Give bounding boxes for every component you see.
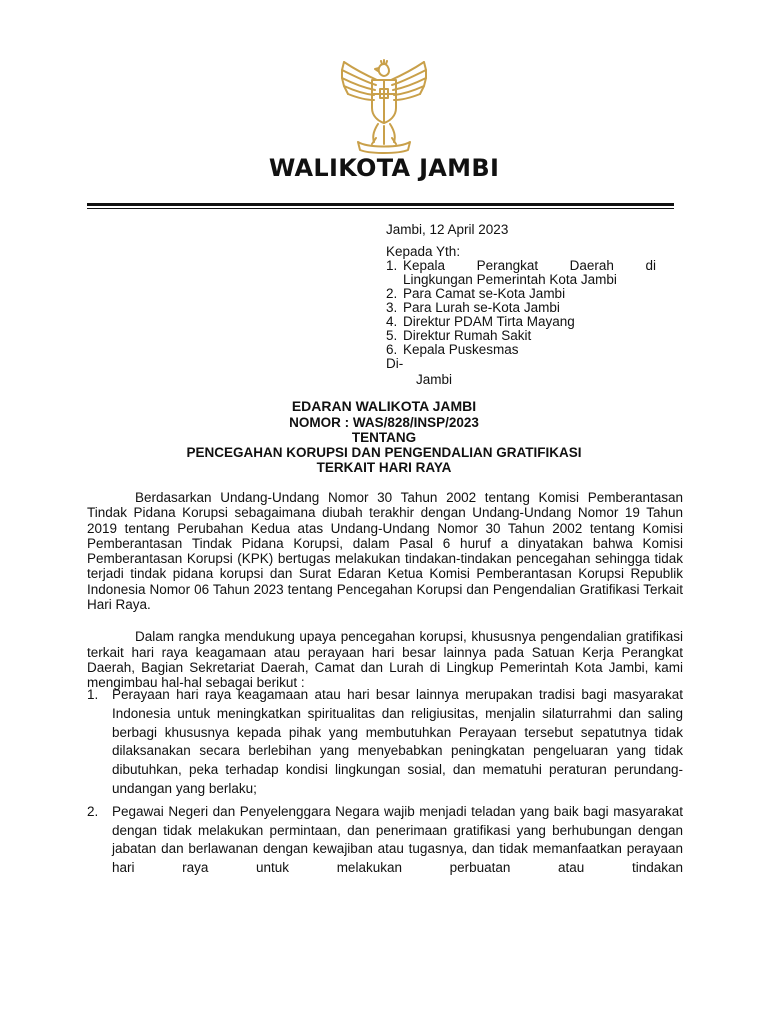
address-city: Jambi: [416, 372, 453, 387]
list-item-number: 1.: [87, 687, 99, 702]
circular-heading: [0, 397, 768, 475]
letter-body: [87, 490, 683, 691]
address-block: [386, 223, 656, 387]
circular-about: TENTANG: [351, 430, 417, 445]
circular-title: EDARAN WALIKOTA JAMBI: [291, 398, 477, 414]
recipient-item: [386, 287, 656, 301]
recipient-text: Para Lurah se-Kota Jambi: [403, 300, 560, 315]
recipient-text: Direktur Rumah Sakit: [403, 328, 532, 343]
recipient-number: 2.: [386, 286, 398, 301]
recipient-item: [386, 329, 656, 343]
circular-subject-line-2: TERKAIT HARI RAYA: [316, 460, 452, 475]
letterhead-title: WALIKOTA JAMBI: [268, 154, 500, 182]
recipient-number: 6.: [386, 342, 398, 357]
recipient-text: Kepala Perangkat Daerah di: [403, 258, 656, 273]
body-paragraph: Dalam rangka mendukung upaya pencegahan korupsi, khususnya pengendalian gratifikasi terkait hari raya keagamaan atau perayaan hari besar lainnya pada Satuan Kerja Perangkat Daerah, Bagian Sekretariat Daerah, Camat dan Lurah di Lingkup Pemerintah Kota Jambi, kami mengimbau hal-hal sebagai berikut :: [87, 629, 683, 691]
recipient-item: [386, 343, 656, 357]
appeal-list: [87, 686, 683, 882]
recipient-number: 3.: [386, 300, 398, 315]
garuda-emblem-icon: [334, 58, 434, 156]
letterhead-rule-thick: [87, 203, 674, 206]
recipient-text: Para Camat se-Kota Jambi: [403, 286, 566, 301]
list-item: [87, 803, 683, 878]
letter-date: Jambi, 12 April 2023: [386, 222, 509, 237]
recipient-text-continued: Lingkungan Pemerintah Kota Jambi: [403, 272, 617, 287]
recipient-item: [386, 301, 656, 315]
recipient-item: [386, 315, 656, 329]
list-item-number: 2.: [87, 803, 99, 819]
recipient-text: Direktur PDAM Tirta Mayang: [403, 314, 575, 329]
recipient-number: 5.: [386, 328, 398, 343]
address-di: Di-: [386, 356, 404, 371]
recipient-number: 1.: [386, 258, 398, 273]
list-item: [87, 686, 683, 799]
recipient-text: Kepala Puskesmas: [403, 342, 519, 357]
body-paragraph: Berdasarkan Undang-Undang Nomor 30 Tahun 2002 tentang Komisi Pemberantasan Tindak Pidana Korupsi sebagaimana diubah terakhir dengan Undang-Undang Nomor 19 Tahun 2019 tentang Perubahan Kedua atas Undang-Undang Nomor 30 Tahun 2002 tentang Komisi Pemberantasan Tindak Pidana Korupsi, dalam Pasal 6 huruf a dinyatakan bahwa Komisi Pemberantasan Korupsi (KPK) bertugas melakukan tindakan-tindakan pencegahan sehingga tidak terjadi tindak pidana korupsi dan Surat Edaran Ketua Komisi Pemberantasan Korupsi Republik Indonesia Nomor 06 Tahun 2023 tentang Pencegahan Korupsi dan Pengendalian Gratifikasi Terkait Hari Raya.: [87, 490, 683, 613]
list-item-text: Perayaan hari raya keagamaan atau hari besar lainnya merupakan tradisi bagi masyarakat Indonesia untuk meningkatkan spiritualitas dan religiusitas, menjalin silaturrahmi dan saling berbagi khususnya kepada pihak yang membutuhkan Perayaan tersebut sepatutnya tidak dilaksanakan secara berlebihan yang menyebabkan peningkatan pengeluaran yang tidak dibutuhkan, peka terhadap kondisi lingkungan sosial, dan mematuhi peraturan perundang-undangan yang berlaku;: [112, 687, 683, 796]
circular-subject-line-1: PENCEGAHAN KORUPSI DAN PENGENDALIAN GRATIFIKASI: [186, 445, 582, 460]
list-item-text: Pegawai Negeri dan Penyelenggara Negara wajib menjadi teladan yang baik bagi masyarakat dengan tidak melakukan permintaan, dan penerimaan gratifikasi yang berhubungan dengan jabatan dan berlawanan dengan kewajiban atau tugasnya, dan tidak memanfaatkan perayaan hari raya untuk melakukan perbuatan atau tindakan: [112, 803, 683, 876]
letterhead-rule-thin: [87, 208, 674, 209]
circular-number: NOMOR : WAS/828/INSP/2023: [289, 415, 479, 430]
recipient-number: 4.: [386, 314, 398, 329]
recipient-item: [386, 259, 656, 273]
salutation: Kepada Yth:: [386, 244, 461, 259]
